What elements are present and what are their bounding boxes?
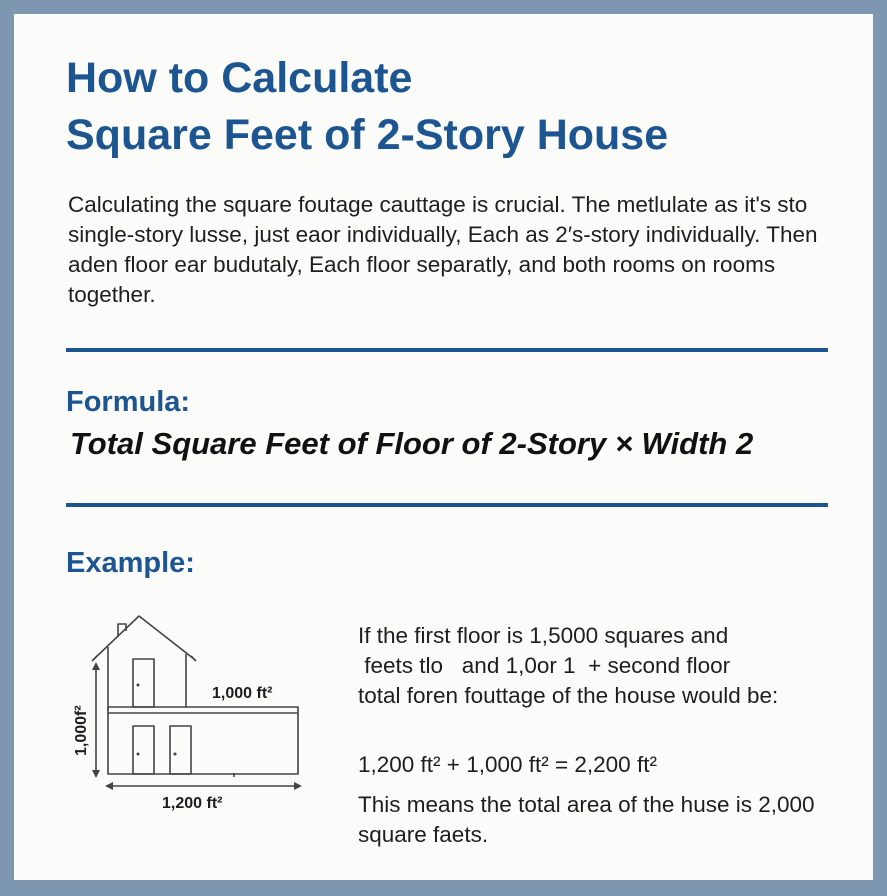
example-equation: 1,200 ft² + 1,000 ft² = 2,200 ft² bbox=[358, 752, 657, 777]
example-line: feets tlo and 1,0or 1 + second floor bbox=[358, 653, 731, 678]
example-line: total foren fouttage of the house would be: bbox=[358, 683, 779, 708]
title-line-2: Square Feet of 2-Story House bbox=[66, 111, 669, 159]
bottom-area-label: 1,200 ft² bbox=[162, 795, 223, 812]
divider-top bbox=[66, 348, 828, 352]
upper-floor-area-label: 1,000 ft² bbox=[212, 685, 273, 702]
house-lower-door-1 bbox=[133, 726, 154, 774]
example-heading: Example: bbox=[66, 547, 195, 579]
house-lower-floor bbox=[108, 707, 298, 774]
side-area-label: 1,000f² bbox=[73, 705, 90, 756]
result-line: This means the total area of the huse is 2,000 bbox=[358, 792, 815, 817]
example-result bbox=[358, 790, 868, 850]
result-line: square faets. bbox=[358, 822, 489, 847]
formula-heading: Formula: bbox=[66, 386, 191, 418]
page-title bbox=[66, 50, 846, 164]
title-line-1: How to Calculate bbox=[66, 54, 413, 102]
example-line: If the first floor is 1,5000 squares and bbox=[358, 623, 729, 648]
infographic-card bbox=[14, 14, 873, 880]
formula-text: Total Square Feet of Floor of 2-Story × Width 2 bbox=[70, 426, 754, 461]
intro-paragraph: Calculating the square foutage cauttage is crucial. The metlulate as it's sto single-story lusse, just eaor individually, Each as 2′s-story individually. Then aden floor ear budutaly, Each floor separatly, and both rooms on rooms together. bbox=[68, 192, 818, 307]
house-lower-door-2 bbox=[170, 726, 191, 774]
divider-bottom bbox=[66, 503, 828, 507]
example-description bbox=[358, 621, 868, 711]
house-roof bbox=[94, 616, 194, 659]
house-diagram bbox=[64, 614, 324, 814]
house-upper-door bbox=[133, 659, 154, 707]
